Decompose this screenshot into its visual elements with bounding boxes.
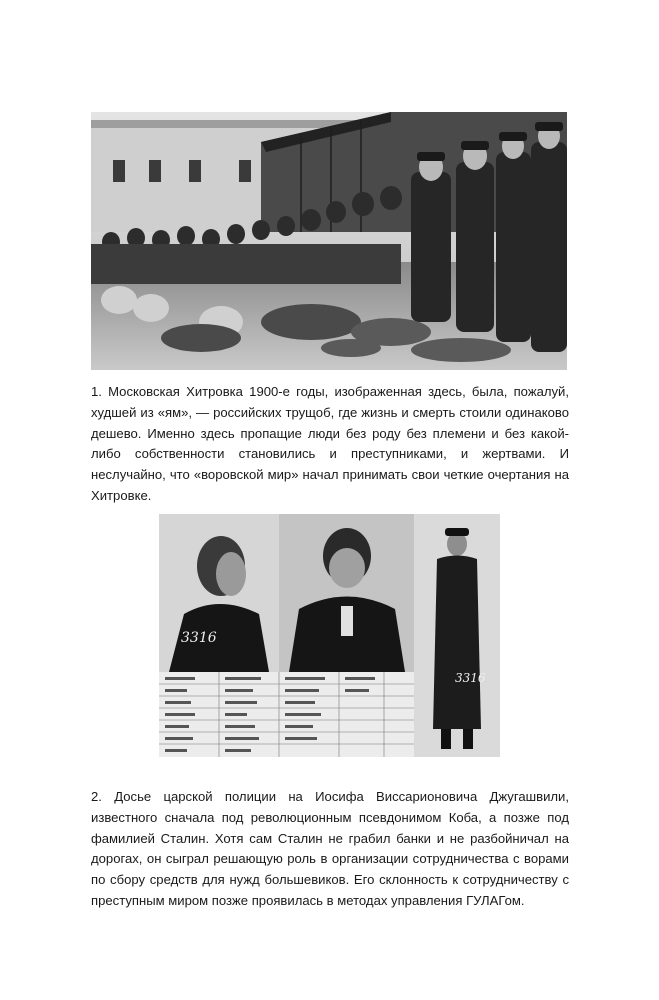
caption-stalin-dossier: [91, 787, 569, 912]
khitrovka-photo-image: [91, 112, 567, 370]
profile-number: 3316: [181, 630, 217, 646]
police-dossier-image: [159, 514, 500, 757]
caption-stalin-dossier-text: 2. Досье царской полиции на Иосифа Виссарионовича Джугашвили, известного сначала под революционным псевдонимом Коба, а позже под фамилией Сталин. Хотя сам Сталин не грабил банки и не разбойничал на дорогах, он сыграл решающую роль в организации сотрудничества с ворами по сбору средств для нужд большевиков. Его склонность к сотрудничеству с преступным миром позже проявилась в методах управления ГУЛАГом.: [91, 789, 569, 908]
full-figure-number: 3316: [455, 671, 486, 685]
khitrovka-photo: [91, 112, 567, 370]
caption-khitrovka-text: 1. Московская Хитровка 1900-е годы, изображенная здесь, была, пожалуй, худшей из «ям», — российских трущоб, где жизнь и смерть стоили одинаково дешево. Именно здесь пропащие люди без роду без племени и без какой-либо собственности становились и преступниками, и жертвами. И неслучайно, что «воровской мир» начал принимать свои четкие очертания на Хитровке.: [91, 384, 569, 503]
caption-khitrovka: [91, 382, 569, 507]
police-dossier-photo: [159, 514, 500, 757]
